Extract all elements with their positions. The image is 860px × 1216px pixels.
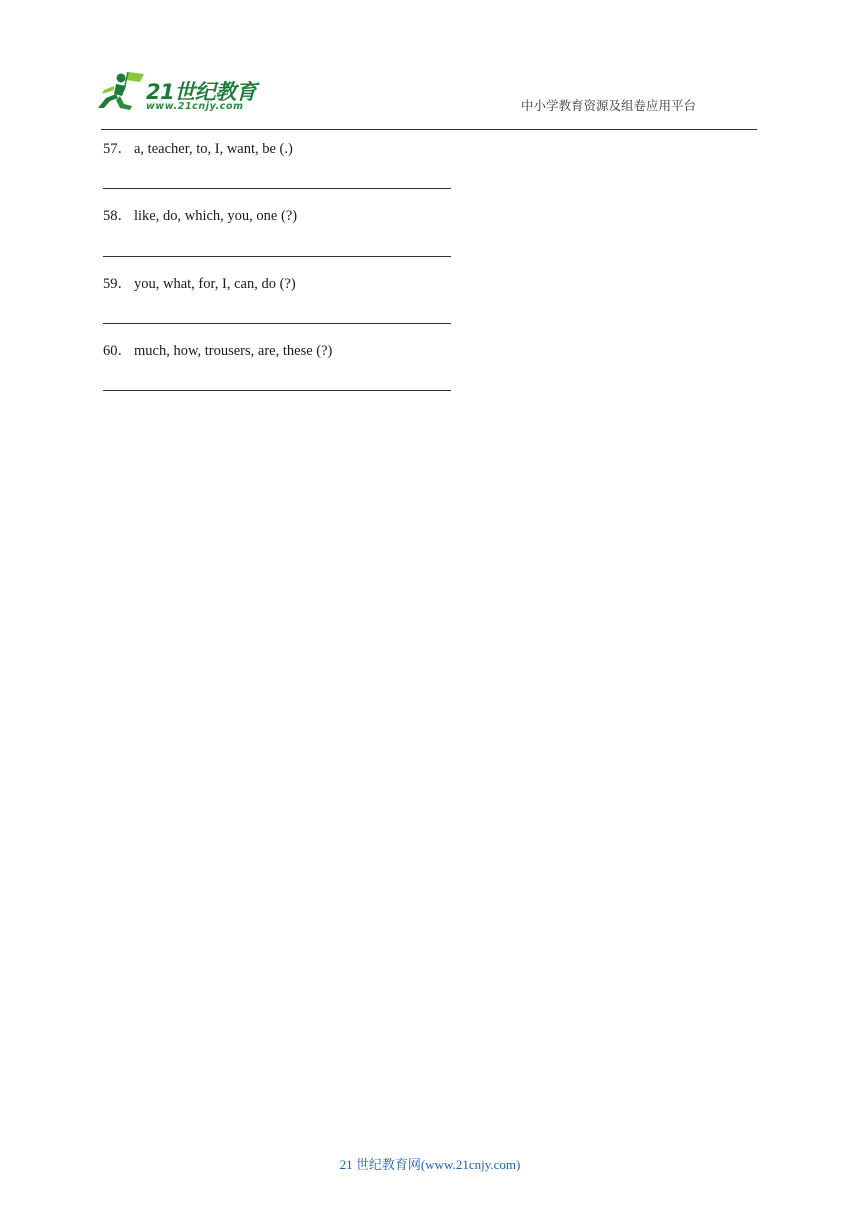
logo-url: www.21cnjy.com: [146, 101, 244, 112]
question-number: 60．: [103, 343, 132, 359]
site-logo: [94, 68, 264, 116]
question-number: 59．: [103, 276, 132, 292]
question-text: [103, 275, 463, 293]
question-58: [103, 207, 463, 225]
logo-text: 21世纪教育: [146, 80, 257, 104]
question-words: like, do, which, you, one (?): [134, 208, 298, 224]
question-number: 57．: [103, 141, 132, 157]
question-words: a, teacher, to, I, want, be (.): [134, 141, 293, 157]
answer-line[interactable]: [103, 256, 451, 257]
answer-line[interactable]: [103, 390, 451, 391]
question-text: [103, 207, 463, 225]
question-59: [103, 275, 463, 293]
answer-line[interactable]: [103, 188, 451, 189]
question-text: [103, 140, 463, 158]
question-60: [103, 342, 463, 360]
header-platform-text: 中小学教育资源及组卷应用平台: [521, 98, 697, 113]
question-words: much, how, trousers, are, these (?): [134, 343, 333, 359]
question-number: 58．: [103, 208, 132, 224]
page-header: [0, 0, 860, 132]
answer-line[interactable]: [103, 323, 451, 324]
question-text: [103, 342, 463, 360]
page-footer: 21 世纪教育网(www.21cnjy.com): [339, 1157, 521, 1172]
question-57: [103, 140, 463, 158]
question-words: you, what, for, I, can, do (?): [134, 276, 296, 292]
header-divider: [101, 129, 757, 130]
running-figure-icon: [94, 68, 146, 114]
